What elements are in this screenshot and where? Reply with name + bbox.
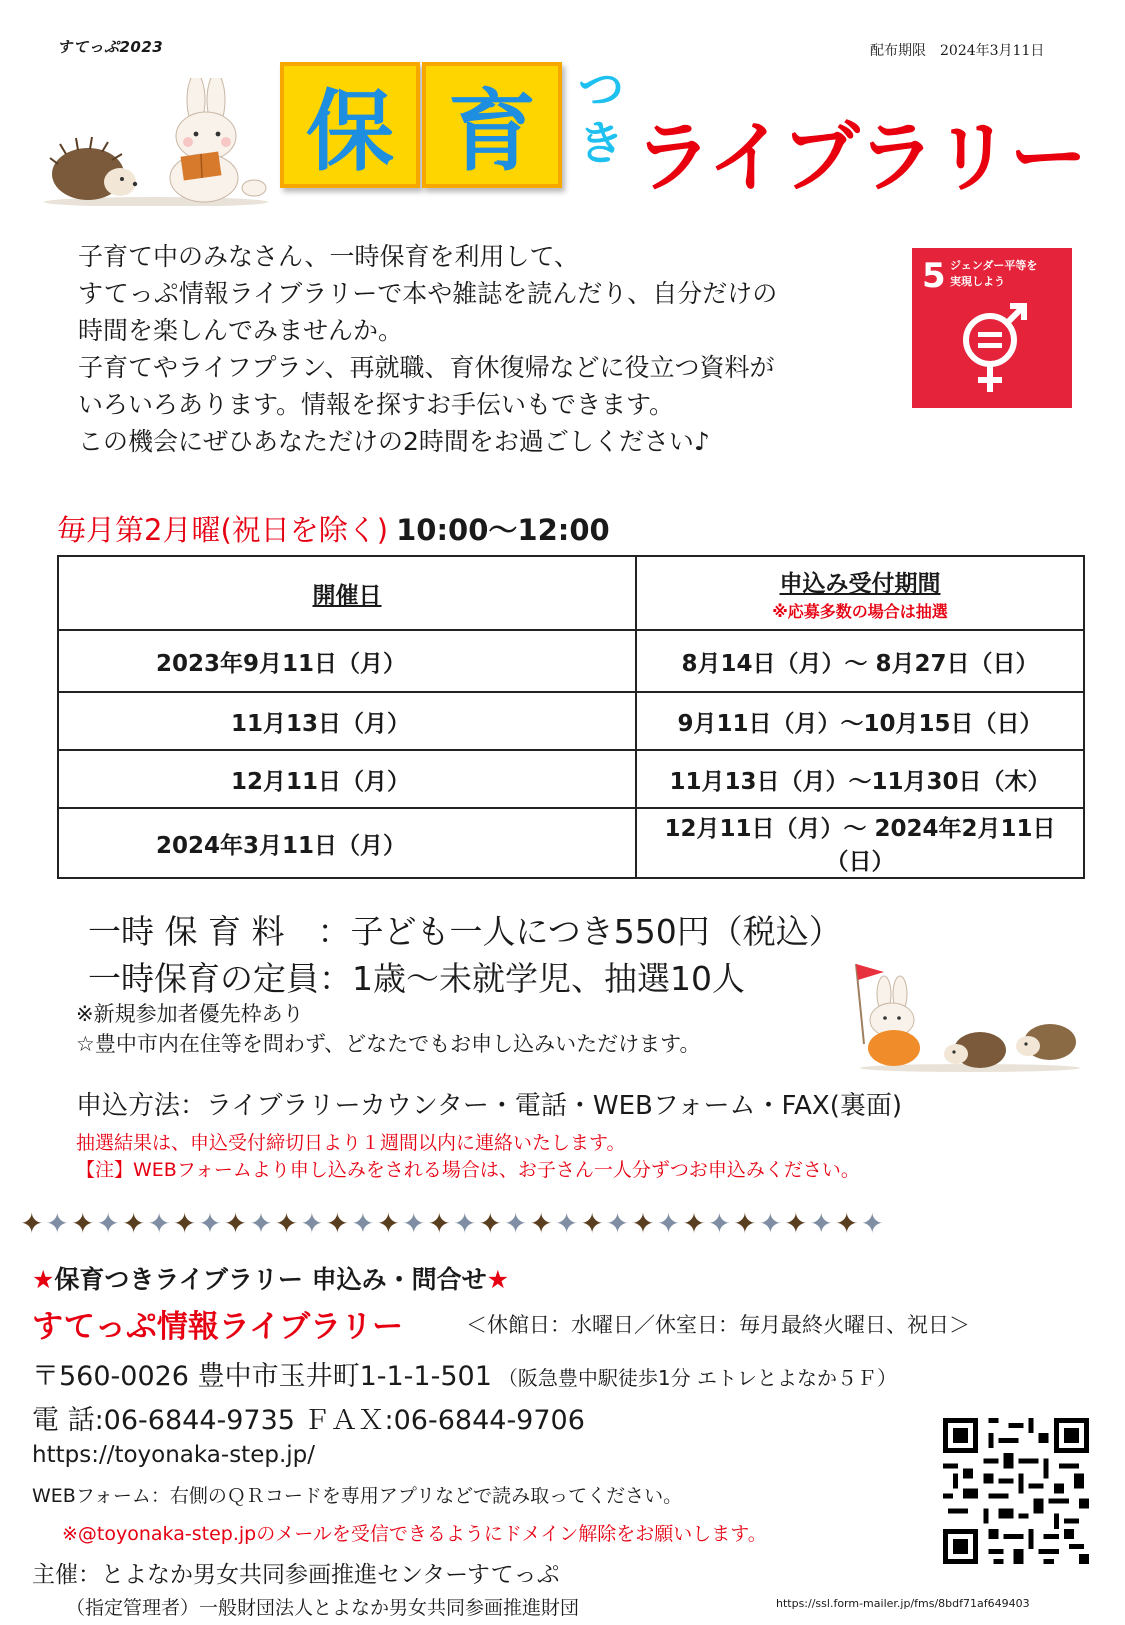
decorative-divider: ✦✦✦✦✦✦✦✦✦✦✦✦✦✦✦✦✦✦✦✦✦✦✦✦✦✦✦✦✦✦✦✦✦✦ — [20, 1207, 886, 1240]
rabbit-illustration — [170, 78, 266, 202]
row-date: 11月13日（月） — [58, 692, 636, 750]
title-library: ライブラリー — [634, 113, 1086, 203]
table-row — [58, 808, 1084, 878]
header-period-label: 申込み受付期間 — [779, 570, 941, 597]
sdg-title-line: 実現しよう — [950, 275, 1005, 288]
star-icon: ★ — [486, 1265, 510, 1294]
lottery-line: 抽選結果は、申込受付締切日より１週間以内に連絡いたします。 — [76, 1132, 626, 1154]
hedgehog-illustration — [50, 137, 137, 200]
header-date: 開催日 — [58, 556, 636, 630]
website-url[interactable]: https://toyonaka-step.jp/ — [32, 1442, 315, 1468]
row-date: 12月11日（月） — [58, 750, 636, 808]
sdg-goal-5-badge — [912, 248, 1072, 408]
row-period: 11月13日（月）～11月30日（木） — [636, 750, 1084, 808]
hedgehog-illustration — [1016, 1024, 1076, 1060]
qr-code[interactable] — [943, 1418, 1089, 1564]
qr-url: https://ssl.form-mailer.jp/fms/8bdf71af649403 — [776, 1597, 1030, 1610]
address-access: （阪急豊中駅徒歩1分 エトレとよなか５Ｆ） — [497, 1366, 897, 1390]
schedule-table — [57, 555, 1085, 879]
sdg-title-line: ジェンダー平等を — [950, 259, 1038, 272]
schedule-line — [57, 508, 610, 549]
webform-instructions: WEBフォーム：右側のＱＲコードを専用アプリなどで読み取ってください。 — [32, 1485, 683, 1507]
intro-line: この機会にぜひあなただけの2時間をお過ごしください♪ — [78, 427, 710, 456]
intro-line: すてっぷ情報ライブラリーで本や雑誌を読んだり、自分だけの — [78, 279, 778, 308]
eligibility-note: ☆豊中市内在住等を問わず、どなたでもお申し込みいただけます。 — [76, 1032, 701, 1056]
intro-line: いろいろあります。情報を探すお手伝いもできます。 — [78, 390, 675, 419]
table-row — [58, 750, 1084, 808]
fee-block — [88, 908, 842, 1002]
lottery-notes — [76, 1130, 860, 1184]
fee-line: 一時 保 育 料 ：子ども一人につき550円（税込） — [88, 912, 842, 951]
rabbit-with-flag — [868, 976, 920, 1066]
address-main: 〒560-0026 豊中市玉井町1-1-1-501 — [32, 1361, 492, 1392]
domain-note: ※@toyonaka-step.jpのメールを受信できるようにドメイン解除をお願いします。 — [62, 1523, 767, 1545]
application-method: 申込方法：ライブラリーカウンター・電話・WEBフォーム・FAX(裏面) — [76, 1091, 903, 1121]
schedule-label: 毎月第2月曜(祝日を除く) — [57, 513, 389, 547]
rabbit-hedgehogs-flag-illustration — [850, 958, 1090, 1073]
priority-note: ※新規参加者優先枠あり — [76, 1002, 304, 1026]
header-period — [636, 556, 1084, 630]
row-period: 8月14日（月）～ 8月27日（日） — [636, 630, 1084, 692]
intro-line: 子育て中のみなさん、一時保育を利用して、 — [78, 242, 580, 271]
closed-days: ＜休館日：水曜日／休室日：毎月最終火曜日、祝日＞ — [466, 1313, 970, 1337]
warning-line: 【注】WEBフォームより申し込みをされる場合は、お子さん一人分ずつお申込みください。 — [76, 1159, 860, 1181]
schedule-time: 10:00～12:00 — [396, 513, 610, 547]
brand-label: すてっぷ2023 — [57, 38, 164, 56]
organizer: 主催：とよなか男女共同参画推進センターすてっぷ — [32, 1562, 560, 1588]
sdg-number: 5 — [922, 256, 946, 296]
title-kanji-iku: 育 — [422, 62, 562, 188]
capacity-line: 一時保育の定員：1歳～未就学児、抽選10人 — [88, 959, 745, 998]
hedgehog-illustration — [944, 1032, 1006, 1068]
title-tsuki: つき — [578, 62, 624, 170]
library-name: すてっぷ情報ライブラリー — [32, 1309, 404, 1345]
title-kanji-ho: 保 — [280, 62, 420, 188]
row-period: 9月11日（月）～10月15日（日） — [636, 692, 1084, 750]
row-date: 2023年9月11日（月） — [58, 630, 636, 692]
table-row — [58, 630, 1084, 692]
contact-heading — [32, 1260, 509, 1296]
row-period: 12月11日（月）～ 2024年2月11日（日） — [636, 808, 1084, 878]
intro-paragraph — [78, 238, 898, 460]
intro-line: 時間を楽しんでみませんか。 — [78, 316, 404, 345]
contact-heading-text: 保育つきライブラリー 申込み・問合せ — [54, 1265, 487, 1294]
address — [32, 1354, 897, 1393]
distribution-deadline: 配布期限 2024年3月11日 — [870, 43, 1045, 59]
table-row — [58, 692, 1084, 750]
sdg-title — [950, 258, 1037, 290]
star-icon: ★ — [32, 1265, 55, 1294]
phone-fax: 電 話:06-6844-9735 ＦＡＸ:06-6844-9706 — [32, 1405, 585, 1436]
header-period-note: ※応募多数の場合は抽選 — [772, 601, 948, 621]
table-header-row — [58, 556, 1084, 630]
row-date: 2024年3月11日（月） — [58, 808, 636, 878]
rabbit-hedgehog-reading-illustration — [36, 78, 276, 206]
designated-manager: （指定管理者）一般財団法人とよなか男女共同参画推進財団 — [66, 1597, 580, 1619]
intro-line: 子育てやライフプラン、再就職、育休復帰などに役立つ資料が — [78, 353, 775, 382]
gender-equality-icon — [954, 300, 1034, 400]
